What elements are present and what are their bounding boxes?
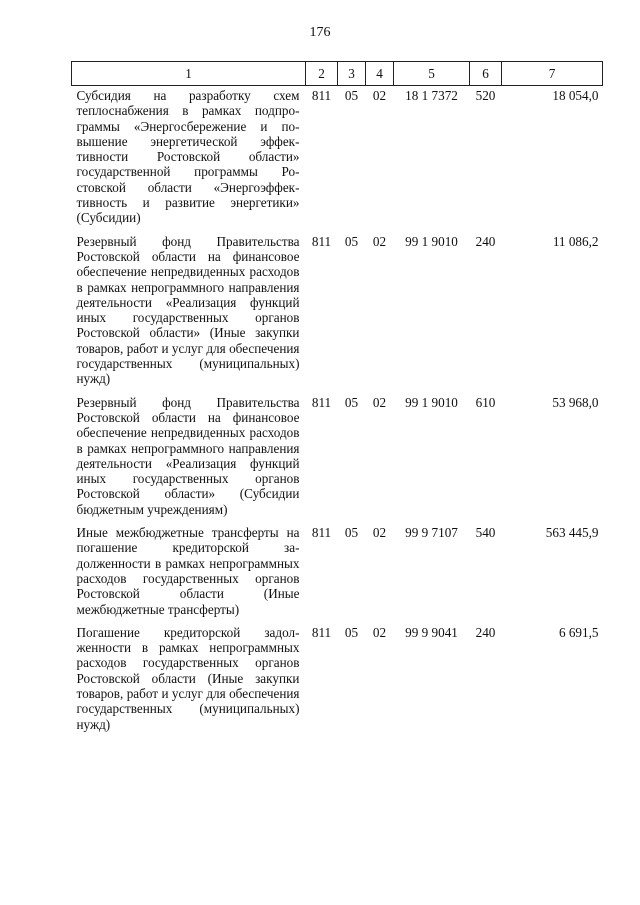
- target-article-code: 99 9 9041: [405, 624, 458, 640]
- subsection-code: 02: [372, 394, 387, 410]
- row-description: Резервный фонд Правительства Ростовской области на финансовое обеспечение непредвиденных расходов в рамках непрограммного направления деятельности «Реализация функций иных государственных органов Ростовской области» (Субсидии бюджетным учреждениям): [76, 394, 300, 517]
- budget-table: [71, 61, 603, 736]
- column-header: 4: [366, 62, 394, 86]
- table-header-row: [72, 62, 603, 86]
- expense-type-code: 520: [475, 88, 496, 103]
- table-row: [72, 230, 603, 391]
- subsection-code: 02: [372, 525, 387, 541]
- ministry-code: 811: [311, 525, 332, 541]
- expense-type-code: 240: [475, 624, 496, 640]
- row-description: Погашение кредиторской задолженности в рамках непрограммных расходов государственных органов Ростовской области (Иные закупки товаров, работ и услуг для обеспечения государственных (муниципальных) нужд): [76, 624, 300, 732]
- amount: 563 445,9: [545, 525, 599, 541]
- subsection-code: 02: [372, 233, 387, 249]
- section-code: 05: [344, 624, 359, 640]
- amount: 11 086,2: [552, 233, 599, 249]
- table-row: [72, 86, 603, 230]
- row-description: Субсидия на разработку схем теплоснабжения в рамках подпрограммы «Энергосбережение и повышение энергетической эффективности Ростовской области» государственной программы Ростовской области «Энергоэффективность и развитие энергетики» (Субсидии): [76, 88, 300, 226]
- column-header: 5: [394, 62, 470, 86]
- table-row: [72, 391, 603, 521]
- ministry-code: 811: [311, 88, 332, 103]
- section-code: 05: [344, 88, 359, 103]
- ministry-code: 811: [311, 233, 332, 249]
- amount: 18 054,0: [552, 88, 599, 103]
- target-article-code: 99 1 9010: [405, 233, 458, 249]
- column-header: 3: [338, 62, 366, 86]
- section-code: 05: [344, 525, 359, 541]
- expense-type-code: 540: [475, 525, 496, 541]
- amount: 53 968,0: [552, 394, 599, 410]
- target-article-code: 18 1 7372: [405, 88, 458, 103]
- ministry-code: 811: [311, 624, 332, 640]
- row-description: Иные межбюджетные трансферты на погашение кредиторской задолженности в рамках непрограммных расходов государственных органов Ростовской области (Иные межбюджетные трансферты): [76, 525, 300, 617]
- target-article-code: 99 9 7107: [405, 525, 458, 541]
- expense-type-code: 610: [475, 394, 496, 410]
- expense-type-code: 240: [475, 233, 496, 249]
- table-row: [72, 621, 603, 736]
- amount: 6 691,5: [558, 624, 599, 640]
- section-code: 05: [344, 394, 359, 410]
- subsection-code: 02: [372, 624, 387, 640]
- table-row: [72, 521, 603, 621]
- column-header: 6: [470, 62, 502, 86]
- column-header: 2: [306, 62, 338, 86]
- subsection-code: 02: [372, 88, 387, 103]
- column-header: 7: [502, 62, 603, 86]
- row-description: Резервный фонд Правительства Ростовской области на финансовое обеспечение непредвиденных расходов в рамках непрограммного направления деятельности «Реализация функций иных государственных органов Ростовской области» (Иные закупки товаров, работ и услуг для обеспечения государственных (муниципальных) нужд): [76, 233, 300, 387]
- ministry-code: 811: [311, 394, 332, 410]
- column-header: 1: [72, 62, 306, 86]
- target-article-code: 99 1 9010: [405, 394, 458, 410]
- section-code: 05: [344, 233, 359, 249]
- page-number: 176: [309, 25, 331, 40]
